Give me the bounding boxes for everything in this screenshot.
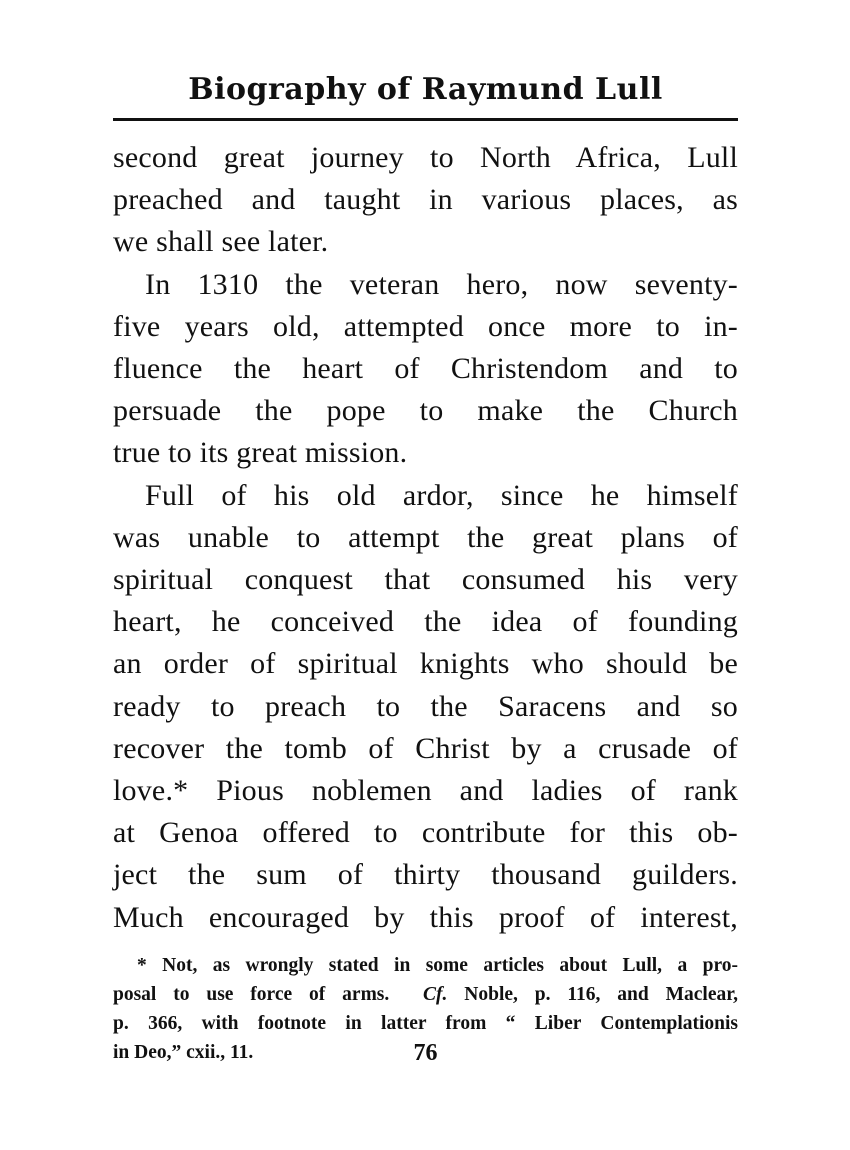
- text-line: love.* Pious noblemen and ladies of rank: [113, 774, 738, 808]
- footnote-line: * Not, as wrongly stated in some articles about Lull, a pro-: [137, 954, 738, 976]
- body-text: [113, 137, 738, 939]
- text-line: ject the sum of thirty thousand guilders.: [113, 858, 738, 892]
- text-line: In 1310 the veteran hero, now seventy-: [145, 267, 738, 301]
- footnote-line: in Deo,” cxii., 11.: [113, 1041, 254, 1063]
- header-rule: [113, 118, 738, 121]
- text-line: recover the tomb of Christ by a crusade of: [113, 731, 738, 765]
- text-line: persuade the pope to make the Church: [113, 394, 738, 428]
- text-line: true to its great mission.: [113, 436, 408, 470]
- text-line: five years old, attempted once more to in-: [113, 309, 738, 343]
- footnote-line: p. 366, with footnote in latter from “ Liber Contemplationis: [113, 1012, 738, 1034]
- text-line: preached and taught in various places, as: [113, 183, 738, 217]
- footnote-citation-cf: Cf.: [423, 983, 448, 1005]
- footnote-text: posal to use force of arms.: [113, 983, 390, 1005]
- footnote-line: [113, 980, 738, 1009]
- text-line: second great journey to North Africa, Lull: [113, 141, 738, 174]
- text-line: Full of his old ardor, since he himself: [145, 478, 738, 512]
- text-line: at Genoa offered to contribute for this ob-: [113, 816, 738, 850]
- page-number: 76: [413, 1040, 438, 1066]
- footnote-text: Noble, p. 116, and Maclear,: [464, 983, 738, 1005]
- text-line: spiritual conquest that consumed his very: [113, 563, 738, 597]
- text-line: fluence the heart of Christendom and to: [113, 352, 738, 386]
- text-line: ready to preach to the Saracens and so: [113, 689, 738, 723]
- text-line: was unable to attempt the great plans of: [113, 520, 738, 554]
- text-line: we shall see later.: [113, 225, 329, 259]
- text-line: an order of spiritual knights who should be: [113, 647, 738, 681]
- book-page: [113, 70, 738, 1067]
- text-line: heart, he conceived the idea of founding: [113, 605, 738, 639]
- text-line: Much encouraged by this proof of interest,: [113, 900, 738, 934]
- running-title: Biography of Raymund Lull: [188, 72, 663, 107]
